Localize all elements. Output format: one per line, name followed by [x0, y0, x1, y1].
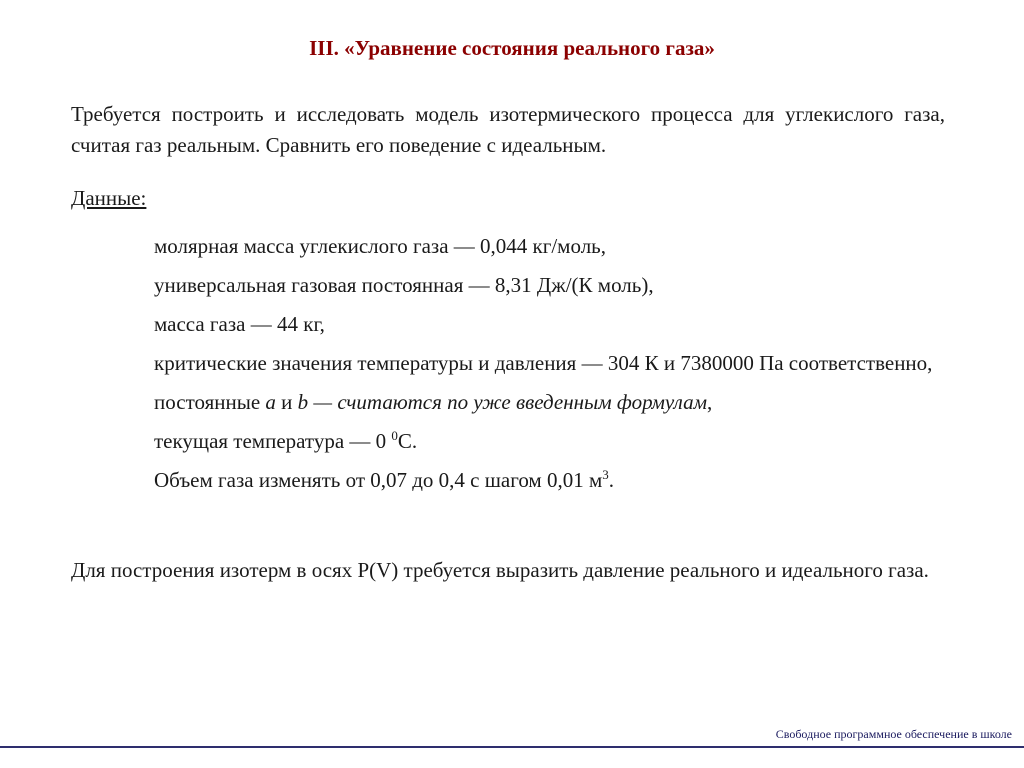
volume-prefix: Объем газа изменять от 0,07 до 0,4 с шагом 0,01 м	[154, 468, 603, 492]
item-molar-mass: молярная масса углекислого газа — 0,044 кг/моль,	[154, 234, 607, 258]
footer-divider	[0, 746, 1024, 748]
cube-superscript: 3	[602, 467, 609, 482]
slide-title: III. «Уравнение состояния реального газа»	[309, 36, 715, 60]
task-description: Требуется построить и исследовать модель изотермического процесса для углекислого газа, считая газ реальным. Сравнить его поведение с идеальным.	[71, 102, 945, 157]
item-critical-values: критические значения температуры и давления — 304 К и 7380000 Па соответственно,	[154, 351, 933, 375]
conclusion-text: Для построения изотерм в осях P(V) требуется выразить давление реального и идеального газа.	[71, 558, 929, 582]
constants-end: ,	[707, 390, 713, 414]
constant-b: b	[297, 390, 309, 414]
footer-caption: Свободное программное обеспечение в школе	[775, 727, 1012, 741]
item-temperature	[154, 427, 934, 456]
degree-superscript: 0	[391, 428, 398, 443]
temperature-prefix: текущая температура — 0	[154, 429, 392, 453]
constants-and: и	[275, 390, 298, 414]
item-gas-constant: универсальная газовая постоянная — 8,31 Дж/(К моль),	[154, 273, 654, 297]
constants-prefix: постоянные	[154, 390, 266, 414]
constants-note: — считаются по уже введенным формулам	[308, 390, 707, 414]
constant-a: a	[265, 390, 276, 414]
volume-end: .	[608, 468, 615, 492]
item-gas-mass: масса газа — 44 кг,	[154, 312, 325, 336]
data-heading: Данные:	[71, 186, 147, 210]
temperature-unit: С.	[397, 429, 418, 453]
item-constants	[154, 388, 934, 417]
data-list	[154, 232, 934, 505]
item-volume	[154, 466, 934, 495]
